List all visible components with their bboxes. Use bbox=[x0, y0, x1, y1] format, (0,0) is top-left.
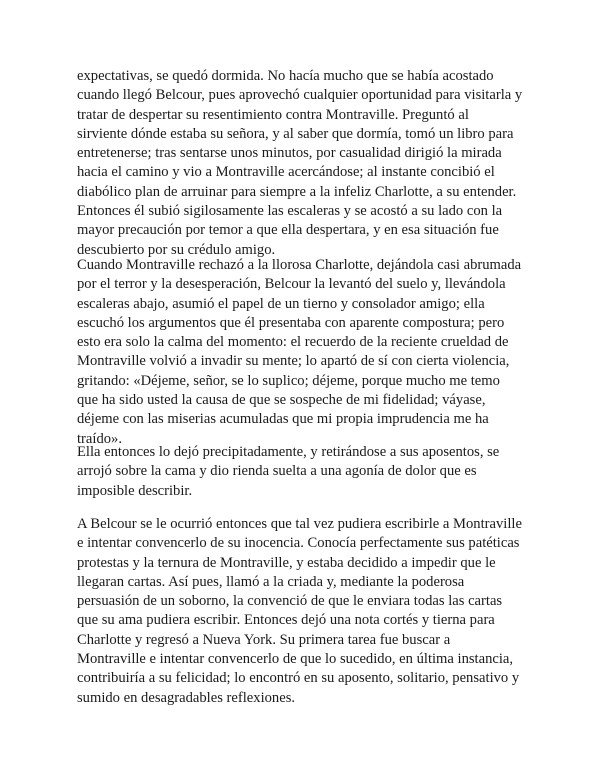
paragraph-4 bbox=[77, 515, 545, 708]
paragraph-line: e intentar convencerlo de su inocencia. Conocía perfectamente sus patéticas bbox=[77, 535, 520, 552]
paragraph-line: cuando llegó Belcour, pues aprovechó cualquier oportunidad para visitarla y bbox=[77, 87, 523, 104]
paragraph-line: Entonces él subió sigilosamente las escaleras y se acostó a su lado con la bbox=[77, 203, 503, 220]
paragraph-line: escaleras abajo, asumió el papel de un tierno y consolador amigo; ella bbox=[77, 295, 485, 312]
paragraph-line: escuchó los argumentos que él presentaba con aparente compostura; pero bbox=[77, 314, 505, 331]
paragraph-line: persuasión de un soborno, la convenció de que le enviara todas las cartas bbox=[77, 593, 503, 610]
paragraph-line: contribuiría a su felicidad; lo encontró en su aposento, solitario, pensativo y bbox=[77, 670, 520, 687]
paragraph-line: por el terror y la desesperación, Belcour la levantó del suelo y, llevándola bbox=[77, 276, 506, 293]
paragraph-line: que ha sido usted la causa de que se sospeche de mi fidelidad; váyase, bbox=[77, 392, 486, 409]
paragraph-line: Charlotte y regresó a Nueva York. Su primera tarea fue buscar a bbox=[77, 631, 451, 648]
paragraph-line: sumido en desagradables reflexiones. bbox=[77, 689, 296, 706]
paragraph-line: entretenerse; tras sentarse unos minutos, por casualidad dirigió la mirada bbox=[77, 145, 502, 162]
paragraph-line: hacia el camino y vio a Montraville acercándose; al instante concibió el bbox=[77, 164, 495, 181]
paragraph-line: sirviente dónde estaba su señora, y al saber que dormía, tomó un libro para bbox=[77, 125, 514, 142]
paragraph-line: imposible describir. bbox=[77, 482, 193, 499]
paragraph-line: gritando: «Déjeme, señor, se lo suplico; déjeme, porque mucho me temo bbox=[77, 372, 500, 389]
paragraph-line: tratar de despertar su resentimiento contra Montraville. Preguntó al bbox=[77, 106, 469, 123]
paragraph-line: protestas y la ternura de Montraville, y estaba decidido a impedir que le bbox=[77, 554, 496, 571]
paragraph-line: arrojó sobre la cama y dio rienda suelta a una agonía de dolor que es bbox=[77, 463, 477, 480]
paragraph-line: Montraville volvió a invadir su mente; lo apartó de sí con cierta violencia, bbox=[77, 353, 510, 370]
paragraph-line: Montraville e intentar convencerlo de que lo sucedido, en última instancia, bbox=[77, 651, 514, 668]
paragraph-line: Ella entonces lo dejó precipitadamente, y retirándose a sus aposentos, se bbox=[77, 444, 500, 460]
paragraph-line: esto era solo la calma del momento: el recuerdo de la reciente crueldad de bbox=[77, 334, 509, 351]
paragraph-line: diabólico plan de arruinar para siempre a la infeliz Charlotte, a su entender. bbox=[77, 183, 517, 200]
paragraph-line: descubierto por su crédulo amigo. bbox=[77, 241, 276, 258]
paragraph-line: mayor precaución por temor a que ella despertara, y en esa situación fue bbox=[77, 222, 499, 239]
paragraph-line: déjeme con las miserias acumuladas que mi propia imprudencia me ha bbox=[77, 411, 489, 428]
paragraph-1 bbox=[77, 67, 545, 260]
paragraph-2 bbox=[77, 256, 545, 449]
paragraph-line: expectativas, se quedó dormida. No hacía mucho que se había acostado bbox=[77, 68, 494, 84]
paragraph-3 bbox=[77, 443, 545, 501]
paragraph-line: que su ama pudiera escribir. Entonces dejó una nota cortés y tierna para bbox=[77, 612, 495, 629]
paragraph-line: traído». bbox=[77, 430, 122, 447]
paragraph-line: Cuando Montraville rechazó a la llorosa Charlotte, dejándola casi abrumada bbox=[77, 257, 522, 273]
paragraph-line: llegaran cartas. Así pues, llamó a la criada y, mediante la poderosa bbox=[77, 573, 465, 590]
paragraph-line: A Belcour se le ocurrió entonces que tal vez pudiera escribirle a Montraville bbox=[77, 516, 522, 532]
